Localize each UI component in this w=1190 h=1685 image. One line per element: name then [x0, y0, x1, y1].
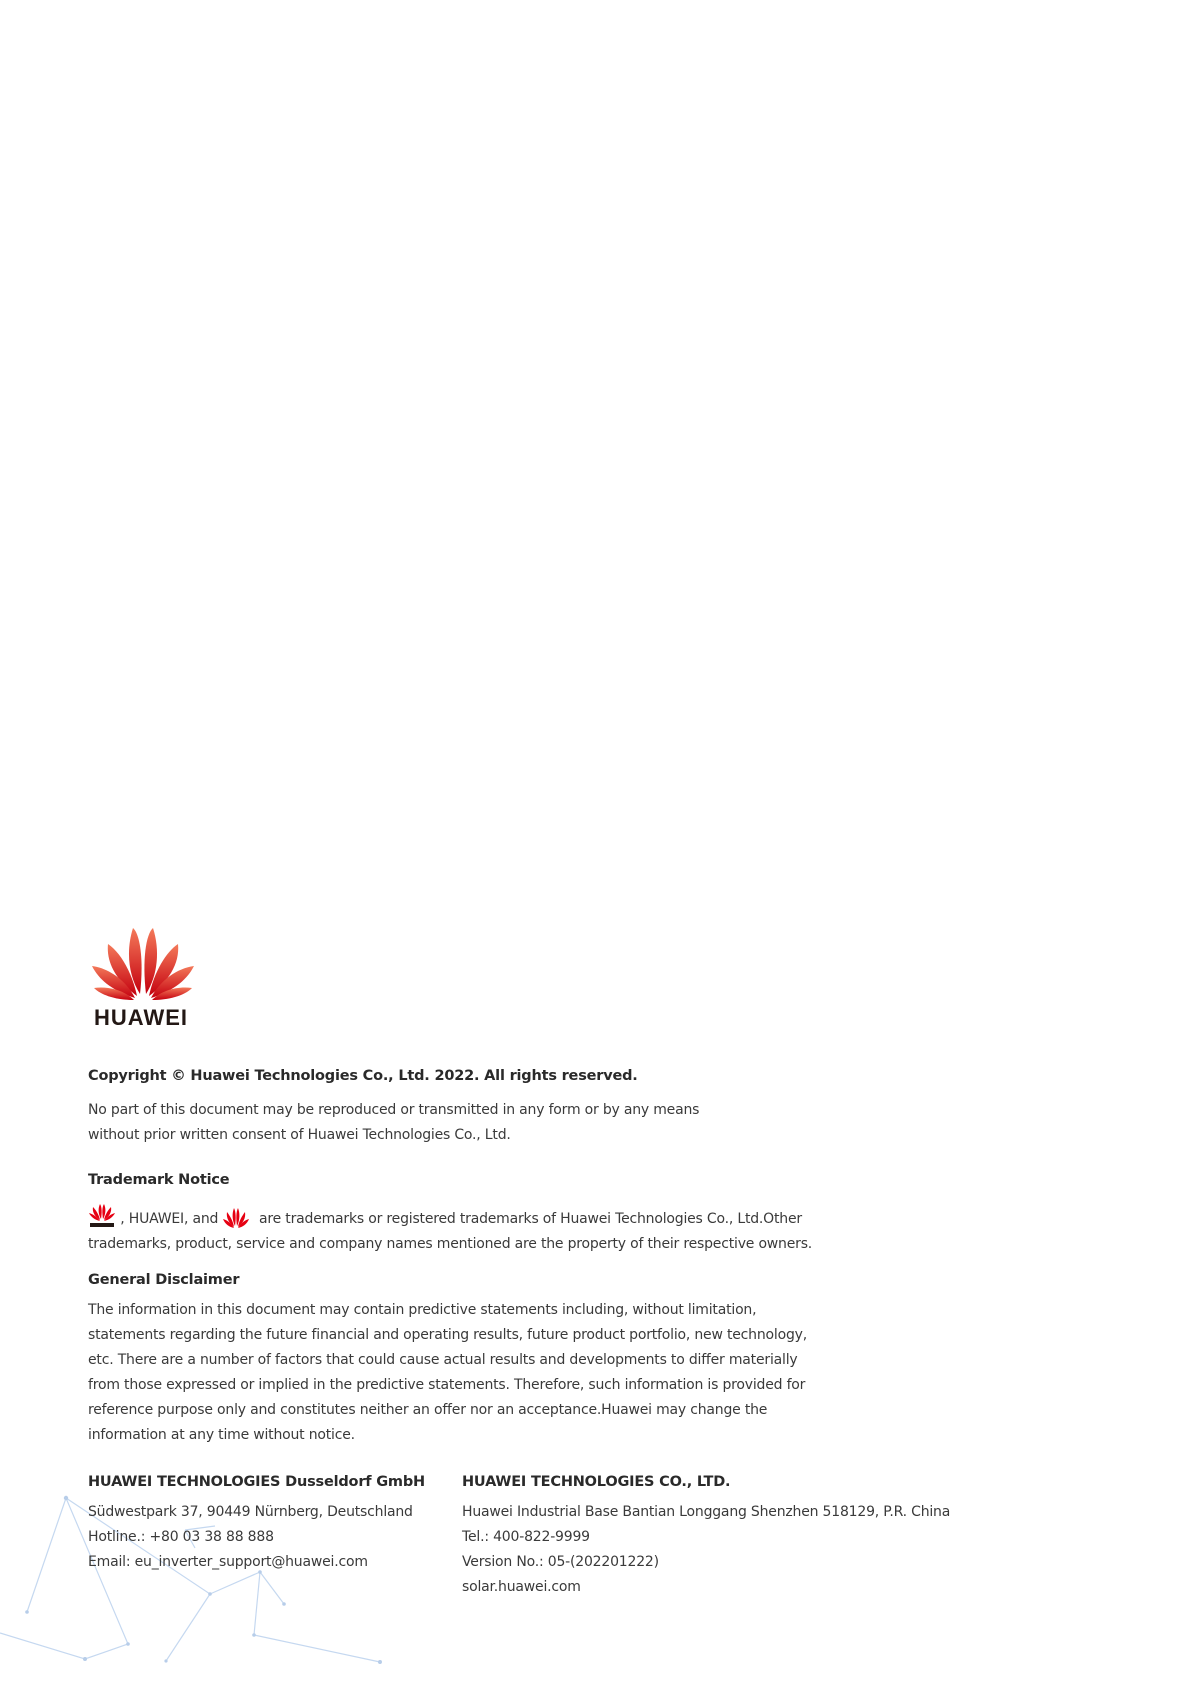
disclaimer-line: statements regarding the future financial and operating results, future product portfolio, new technology,: [88, 1327, 807, 1343]
version-number: Version No.: 05-(202201222): [462, 1554, 659, 1570]
address-line: Südwestpark 37, 90449 Nürnberg, Deutschland: [88, 1504, 413, 1520]
huawei-logo: [88, 920, 198, 1030]
trademark-line-part2: are trademarks or registered trademarks of Huawei Technologies Co., Ltd.Other: [259, 1211, 802, 1227]
telephone: Tel.: 400-822-9999: [462, 1529, 590, 1545]
address-right: [462, 1500, 950, 1600]
huawei-logo-with-wordmark-icon: [88, 1203, 116, 1229]
hotline: Hotline.: +80 03 38 88 888: [88, 1529, 274, 1545]
trademark-line: [88, 1203, 812, 1232]
disclaimer-heading: General Disclaimer: [88, 1272, 240, 1288]
trademark-text: [88, 1203, 812, 1257]
disclaimer-line: The information in this document may contain predictive statements including, without limitation,: [88, 1302, 757, 1318]
address-right-heading: HUAWEI TECHNOLOGIES CO., LTD.: [462, 1474, 731, 1490]
email-link[interactable]: Email: eu_inverter_support@huawei.com: [88, 1554, 368, 1570]
huawei-flower-icon: [88, 920, 198, 1002]
disclaimer-text: [88, 1298, 807, 1448]
copyright-text: [88, 1098, 699, 1148]
disclaimer-line: information at any time without notice.: [88, 1427, 355, 1443]
address-left: [88, 1500, 413, 1575]
trademark-line: trademarks, product, service and company names mentioned are the property of their respective owners.: [88, 1236, 813, 1252]
disclaimer-line: from those expressed or implied in the predictive statements. Therefore, such information is provided for: [88, 1377, 806, 1393]
huawei-wordmark: HUAWEI: [94, 1005, 188, 1030]
copyright-heading: Copyright © Huawei Technologies Co., Ltd. 2022. All rights reserved.: [88, 1068, 638, 1084]
trademark-heading: Trademark Notice: [88, 1172, 230, 1188]
trademark-line-part1: , HUAWEI, and: [120, 1211, 219, 1227]
address-line: Huawei Industrial Base Bantian Longgang Shenzhen 518129, P.R. China: [462, 1504, 951, 1520]
huawei-flower-icon: [222, 1207, 250, 1229]
address-left-heading: HUAWEI TECHNOLOGIES Dusseldorf GmbH: [88, 1474, 425, 1490]
copyright-line: without prior written consent of Huawei Technologies Co., Ltd.: [88, 1127, 511, 1143]
copyright-line: No part of this document may be reproduced or transmitted in any form or by any means: [88, 1102, 700, 1118]
disclaimer-line: etc. There are a number of factors that could cause actual results and developments to differ materially: [88, 1352, 798, 1368]
disclaimer-line: reference purpose only and constitutes neither an offer nor an acceptance.Huawei may change the: [88, 1402, 768, 1418]
website-link[interactable]: solar.huawei.com: [462, 1579, 581, 1595]
